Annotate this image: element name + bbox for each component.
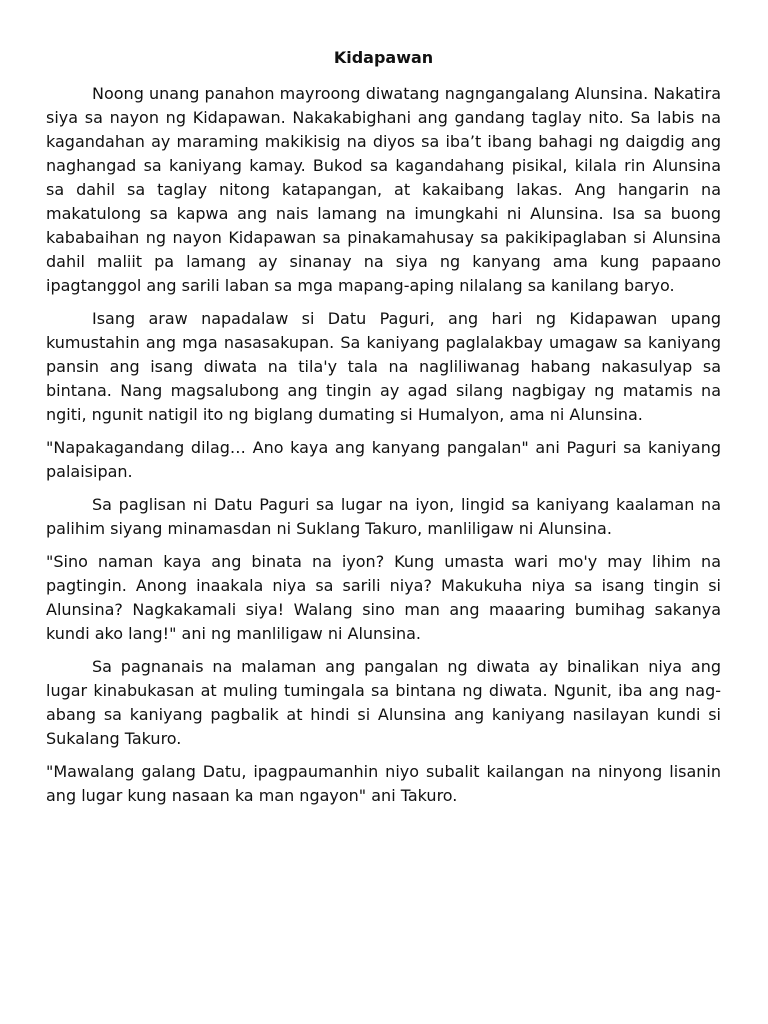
document-title: Kidapawan bbox=[333, 48, 434, 67]
paragraph-7: "Mawalang galang Datu, ipagpaumanhin niyo subalit kailangan na ninyong lisanin ang lugar kung nasaan ka man ngayon" ani Takuro. bbox=[46, 762, 721, 805]
paragraph-4: Sa paglisan ni Datu Paguri sa lugar na iyon, lingid sa kaniyang kaalaman na palihim siyang minamasdan ni Suklang Takuro, manliligaw ni Alunsina. bbox=[46, 495, 721, 538]
document-page bbox=[46, 46, 721, 817]
paragraph-1: Noong unang panahon mayroong diwatang nagngangalang Alunsina. Nakatira siya sa nayon ng Kidapawan. Nakakabighani ang gandang taglay nito. Sa labis na kagandahan ay maraming makikisig na diyos sa iba’t ibang bahagi ng daigdig ang naghangad sa kaniyang kamay. Bukod sa kagandahang pisikal, kilala rin Alunsina sa dahil sa taglay nitong katapangan, at kakaibang lakas. Ang hangarin na makatulong sa kapwa ang nais lamang na imungkahi ni Alunsina. Isa sa buong kababaihan ng nayon Kidapawan sa pinakamahusay sa pakikipaglaban si Alunsina dahil maliit pa lamang ay sinanay na siya ng kanyang ama kung papaano ipagtanggol ang sarili laban sa mga mapang-aping nilalang sa kanilang baryo. bbox=[46, 84, 721, 295]
paragraph-3: "Napakagandang dilag… Ano kaya ang kanyang pangalan" ani Paguri sa kaniyang palaisipan. bbox=[46, 438, 721, 481]
paragraph-6: Sa pagnanais na malaman ang pangalan ng diwata ay binalikan niya ang lugar kinabukasan at muling tumingala sa bintana ng diwata. Ngunit, iba ang nag-abang sa kaniyang pagbalik at hindi si Alunsina ang kaniyang nasilayan kundi si Sukalang Takuro. bbox=[46, 657, 721, 748]
paragraph-5: "Sino naman kaya ang binata na iyon? Kung umasta wari mo'y may lihim na pagtingin. Anong inaakala niya sa sarili niya? Makukuha niya sa isang tingin si Alunsina? Nagkakamali siya! Walang sino man ang maaaring bumihag sakanya kundi ako lang!" ani ng manliligaw ni Alunsina. bbox=[46, 552, 721, 643]
paragraph-2: Isang araw napadalaw si Datu Paguri, ang hari ng Kidapawan upang kumustahin ang mga nasasakupan. Sa kaniyang paglalakbay umagaw sa kaniyang pansin ang isang diwata na tila'y tala na nagliliwanag habang nakasulyap sa bintana. Nang magsalubong ang tingin ay agad silang nagbigay ng matamis na ngiti, ngunit natigil ito ng biglang dumating si Humalyon, ama ni Alunsina. bbox=[46, 309, 721, 424]
